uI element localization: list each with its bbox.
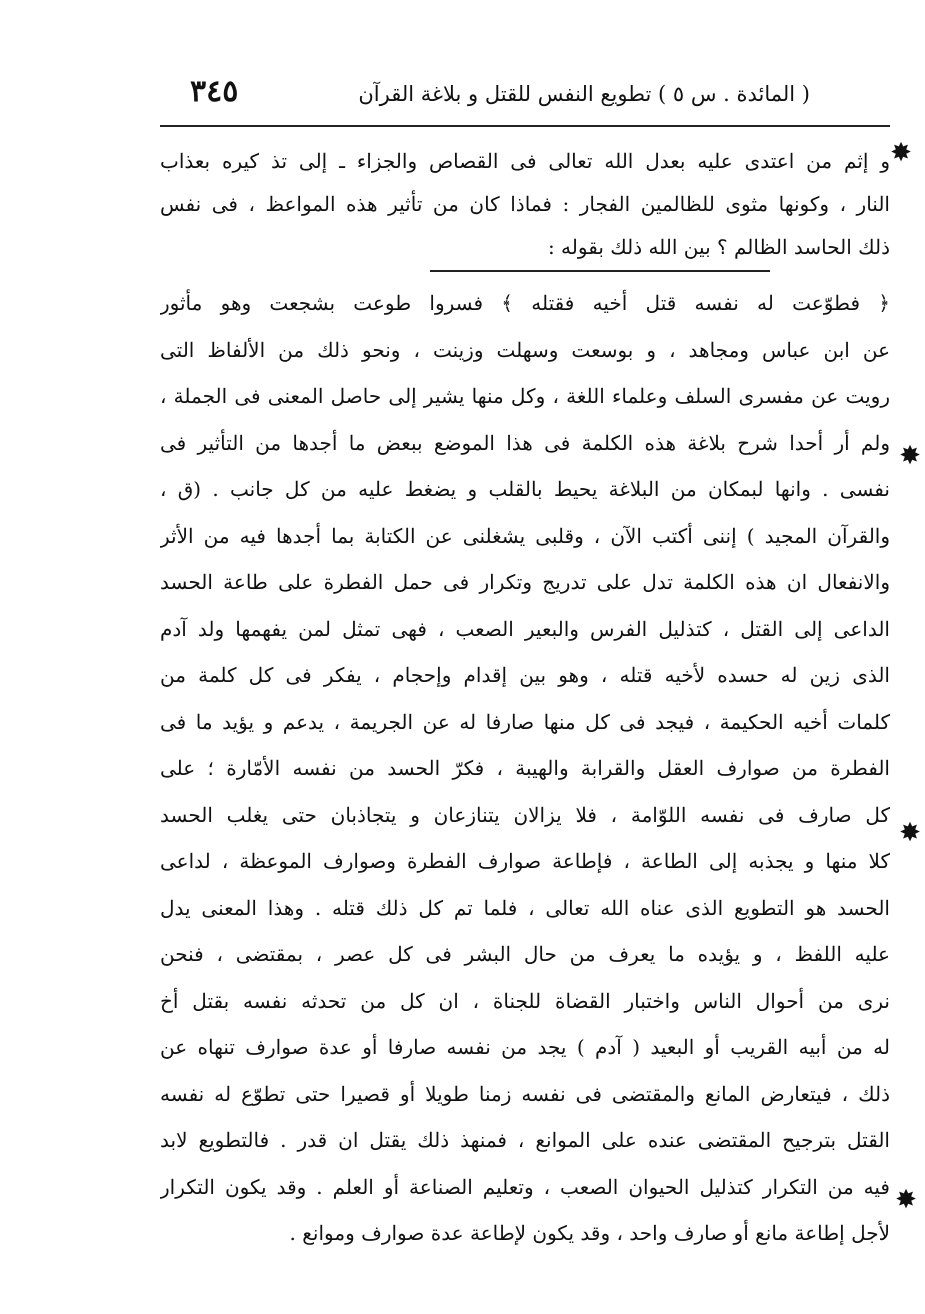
text-line: و إثم من اعتدى عليه بعدل الله تعالى فى القصاص والجزاء ـ إلى تذ كيره بعذاب [160,149,890,173]
paragraph-intro [160,140,890,269]
running-title: ( المائدة . س ٥ ) تطويع النفس للقتل و بلاغة القرآن [358,82,810,106]
text-line: ذلك ، فيتعارض المانع والمقتضى فى نفسه زمنا طويلا أو قصيرا حتى تطوّع له نفسه [160,1081,890,1106]
text-line: عليه اللفظ ، و يؤيده ما يعرف من حال البشر فى كل عصر ، بمقتضى ، فنحن [160,942,890,966]
text-line: والقرآن المجيد ) إننى أكتب الآن ، وقلبى يشغلنى عن الكتابة بما أجدها فيه من الأثر [160,523,890,548]
text-line: القتل بترجيح المقتضى عنده على الموانع ، فمنهذ ذلك يقتل ان قدر . فالتطويع لابد [160,1128,890,1152]
text-line: الذى زين له حسده لأخيه قتله ، وهو بين إقدام وإحجام ، يفكر فى كل كلمة من [160,663,890,687]
text-line: الحسد هو التطويع الذى عناه الله تعالى ، فلما تم كل ذلك قتله . وهذا المعنى يدل [160,895,890,920]
text-line: له من أبيه القريب أو البعيد ( آدم ) يجد من نفسه صارفا أو عدة صوارف تنهاه عن [160,1035,890,1059]
star-ornament-icon: ✸ [890,138,912,168]
text-line: كلمات أخيه الحكيمة ، فيجد فى كل منها صارفا له عن الجريمة ، يدعم و يؤيد ما فى [160,709,890,734]
text-line: ولم أر أحدا شرح بلاغة هذه الكلمة فى هذا الموضع ببعض ما أجدها من التأثير فى [160,430,890,455]
page-number: ٣٤٥ [190,74,239,109]
star-ornament-icon: ✸ [899,818,921,848]
text-line: كل صارف فى نفسه اللوّامة ، فلا يزالان يتنازعان و يتجاذبان حتى يغلب الحسد [160,802,890,827]
text-line: نفسى . وانها لبمكان من البلاغة يحيط بالقلب و يضغط عليه من كل جانب . (ق ، [160,477,890,501]
text-line: رويت عن مفسرى السلف وعلماء اللغة ، وكل منها يشير إلى حاصل المعنى فى الجملة ، [160,384,890,408]
separator-rule [430,270,770,272]
text-line: فيه من التكرار كتذليل الحيوان الصعب ، وتعليم الصناعة أو العلم . وقد يكون التكرار [160,1174,890,1199]
text-line: الداعى إلى القتل ، كتذليل الفرس والبعير الصعب ، فهى تمثل لمن يفهمها ولد آدم [160,616,890,641]
header-rule [160,125,890,127]
page-header [150,74,830,124]
text-line: عن ابن عباس ومجاهد ، و بوسعت وسهلت وزينت ، ونحو ذلك من الألفاظ التى [160,337,890,362]
text-line: الفطرة من صوارف العقل والقرابة والهيبة ، فكرّ الحسد من نفسه الأمّارة ؛ على [160,756,890,780]
text-line: ﴿ فطوّعت له نفسه قتل أخيه فقتله ﴾ فسروا طوعت بشجعت وهو مأثور [160,291,890,315]
text-line: كلا منها و يجذبه إلى الطاعة ، فإطاعة صوارف الفطرة وصوارف الموعظة ، لداعى [160,849,890,873]
star-ornament-icon: ✸ [895,1185,917,1215]
text-line: النار ، وكونها مثوى للظالمين الفجار : فماذا كان من تأثير هذه المواعظ ، فى نفس [160,192,890,216]
text-line: لأجل إطاعة مانع أو صارف واحد ، وقد يكون لإطاعة عدة صوارف وموانع . [289,1221,890,1245]
text-line: ذلك الحاسد الظالم ؟ بين الله ذلك بقوله : [547,235,890,259]
text-line: والانفعال ان هذه الكلمة تدل على تدريج وتكرار فى حمل الفطرة على طاعة الحسد [160,570,890,594]
text-line: نرى من أحوال الناس واختبار القضاة للجناة ، ان كل من تحدثه نفسه بقتل أخ [160,988,890,1013]
star-ornament-icon: ✸ [899,441,921,471]
paragraph-commentary [160,280,890,1257]
